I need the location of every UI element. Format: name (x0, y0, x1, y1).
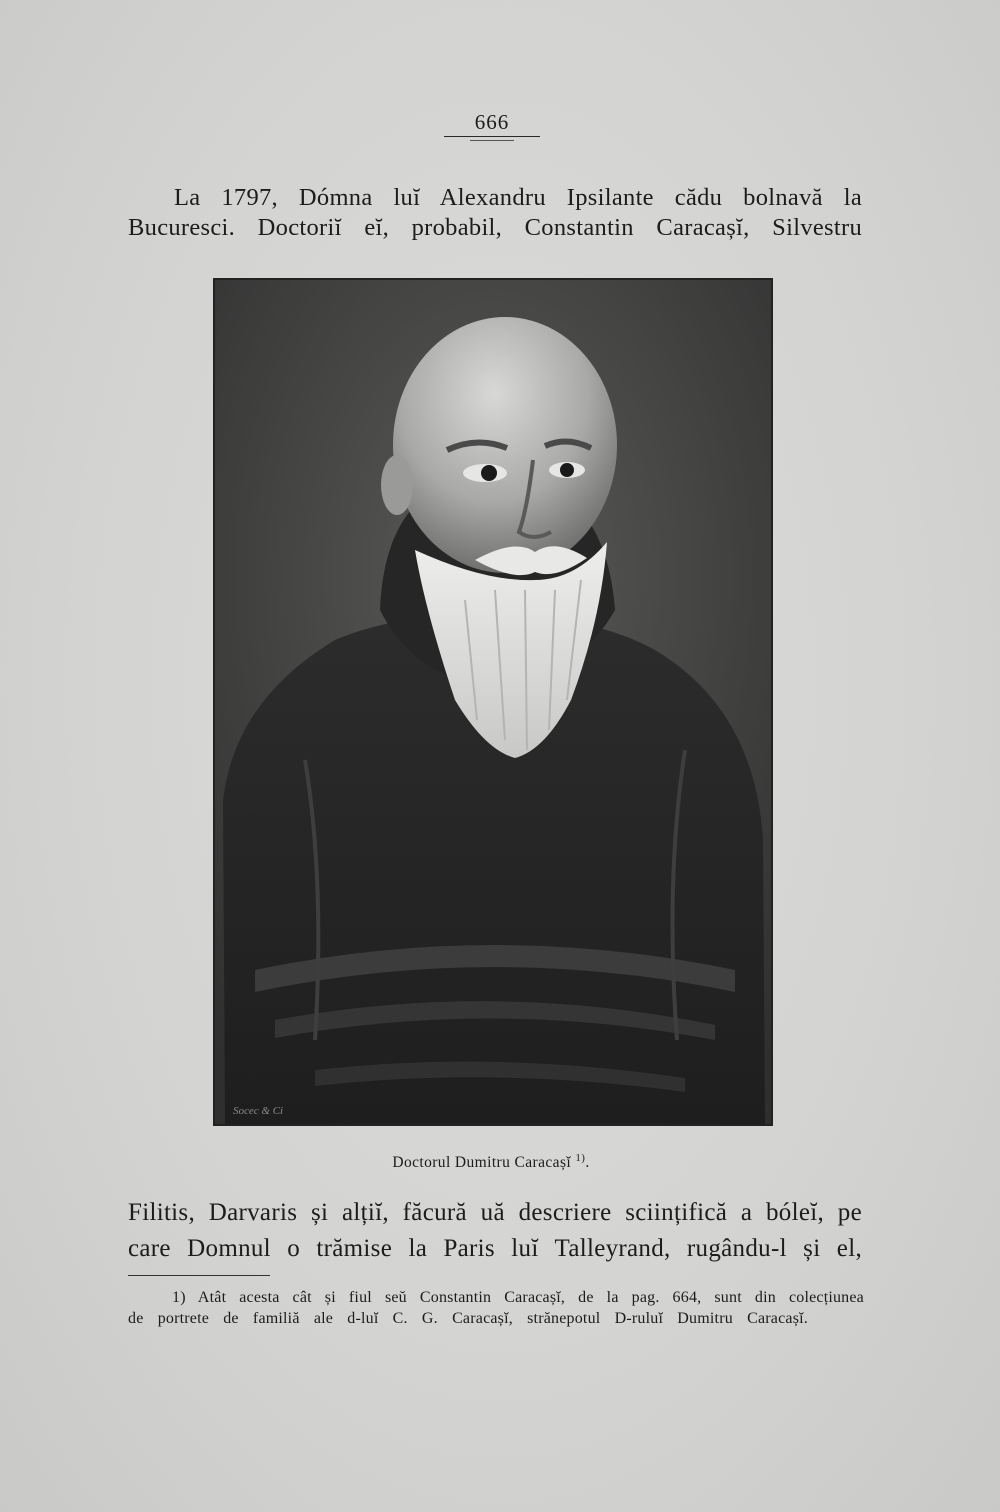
portrait-image (213, 278, 773, 1126)
footnote-marker: 1) (172, 1289, 186, 1306)
body-text-line-1: La 1797, Dómna luĭ Alexandru Ipsilante cădu bolnavă la (174, 184, 862, 211)
body-text-line-2: Bucuresci. Doctoriĭ eĭ, probabil, Constantin Caracașĭ, Silvestru (128, 214, 862, 241)
body-text-line-4: care Domnul o trămise la Paris luĭ Talleyrand, rugându-l și el, (128, 1235, 862, 1262)
figure-caption-footnote-ref: 1) (575, 1152, 586, 1164)
footnote-separator (128, 1275, 270, 1276)
footnote-line-2: de portrete de familiă ale d-luĭ C. G. Caracașĭ, strănepotul D-ruluĭ Dumitru Caracașĭ. (128, 1310, 808, 1327)
engraver-signature: Socec & Ci (233, 1105, 284, 1117)
figure-caption-text: Doctorul Dumitru Caracașĭ (392, 1154, 572, 1172)
page-number: 666 (474, 110, 510, 134)
caption-period: . (585, 1154, 590, 1172)
footnote-line-1 (172, 1288, 864, 1308)
body-text-line-3: Filitis, Darvaris și alțiĭ, făcură uă descriere sciințifică a bóleĭ, pe (128, 1199, 862, 1226)
page-number-rule (444, 136, 540, 137)
page-number-rule-short (470, 140, 514, 141)
footnote-text-1: Atât acesta cât și fiul seŭ Constantin Caracașĭ, de la pag. 664, sunt din colecțiunea (197, 1289, 864, 1306)
figure-caption (213, 1152, 769, 1172)
portrait-illustration (215, 280, 771, 1124)
